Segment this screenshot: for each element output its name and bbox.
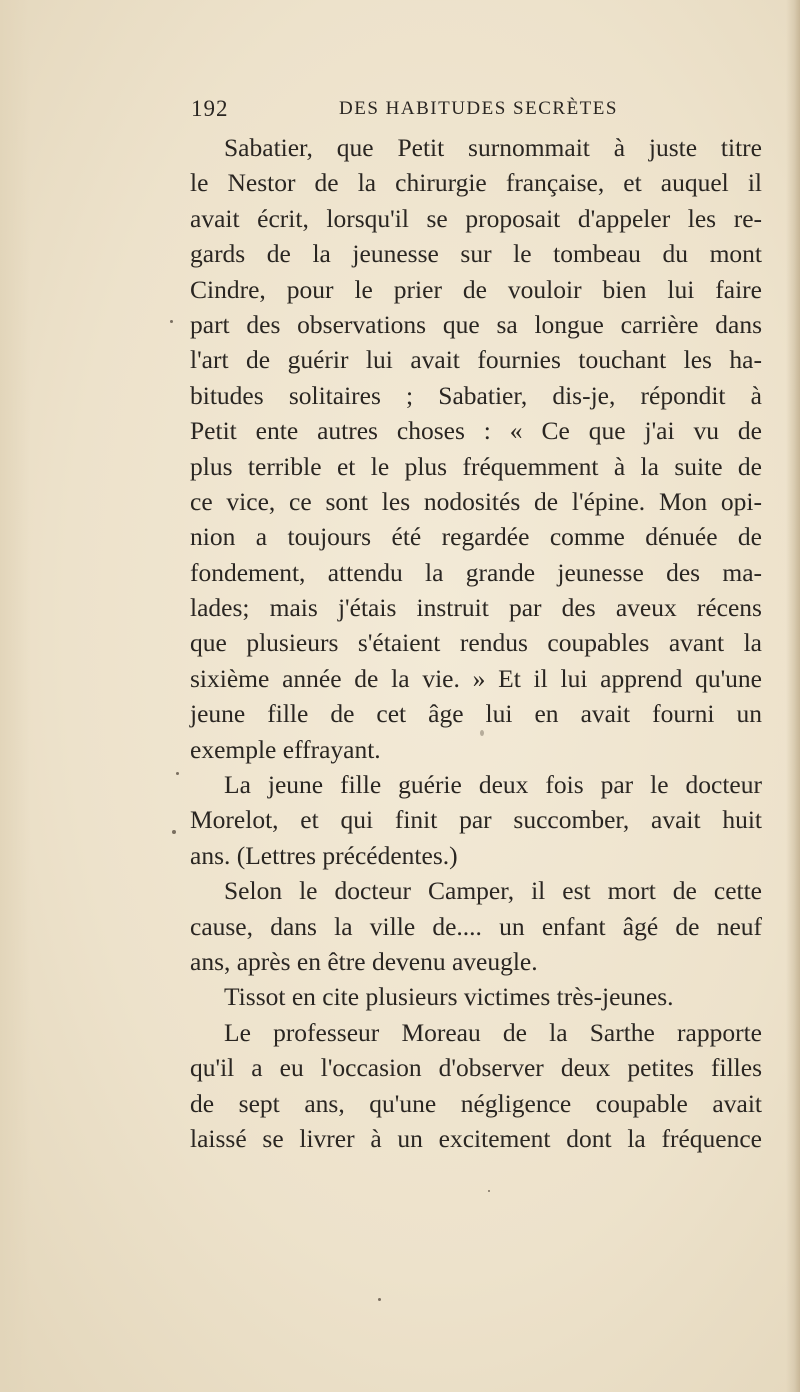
text-line: fondement, attendu la grande jeunesse des ma- bbox=[190, 557, 762, 587]
text-line: qu'il a eu l'occasion d'observer deux petites filles bbox=[190, 1053, 762, 1083]
text-line: avait écrit, lorsqu'il se proposait d'appeler les re- bbox=[190, 203, 762, 233]
text-line: Sabatier, que Petit surnommait à juste titre bbox=[224, 133, 762, 162]
paper-speck bbox=[488, 1190, 490, 1192]
text-line: Morelot, et qui finit par succomber, avait huit bbox=[190, 805, 762, 835]
text-line: que plusieurs s'étaient rendus coupables avant la bbox=[190, 628, 762, 658]
text-line: Cindre, pour le prier de vouloir bien lui faire bbox=[190, 274, 762, 304]
text-line: Petit ente autres choses : « Ce que j'ai vu de bbox=[190, 416, 762, 446]
page-number: 192 bbox=[191, 96, 229, 121]
page-header bbox=[191, 96, 759, 126]
text-line: lades; mais j'étais instruit par des aveux récens bbox=[190, 593, 762, 623]
running-head: DES HABITUDES SECRÈTES bbox=[339, 98, 618, 119]
body-text bbox=[190, 130, 762, 1156]
text-line: bitudes solitaires ; Sabatier, dis-je, répondit à bbox=[190, 380, 762, 410]
paper-speck bbox=[170, 320, 173, 323]
text-line: laissé se livrer à un excitement dont la fréquence bbox=[190, 1123, 762, 1153]
page-edge bbox=[786, 0, 800, 1392]
text-line: Selon le docteur Camper, il est mort de cette bbox=[224, 876, 762, 906]
text-line: de sept ans, qu'une négligence coupable avait bbox=[190, 1088, 762, 1118]
paper-speck bbox=[480, 730, 484, 736]
paper-speck bbox=[176, 772, 179, 775]
text-line: La jeune fille guérie deux fois par le docteur bbox=[224, 770, 762, 800]
text-line: gards de la jeunesse sur le tombeau du mont bbox=[190, 239, 762, 269]
text-line: cause, dans la ville de.... un enfant âgé de neuf bbox=[190, 911, 762, 941]
text-line: le Nestor de la chirurgie française, et auquel il bbox=[190, 168, 762, 198]
text-line: ce vice, ce sont les nodosités de l'épine. Mon opi- bbox=[190, 486, 762, 516]
text-line: Tissot en cite plusieurs victimes très-jeunes. bbox=[224, 982, 674, 1012]
text-line: exemple effrayant. bbox=[190, 734, 381, 764]
text-line: sixième année de la vie. » Et il lui apprend qu'une bbox=[190, 663, 762, 693]
paper-speck bbox=[378, 1298, 381, 1301]
gutter-shadow bbox=[0, 0, 30, 1392]
text-line: ans. (Lettres précédentes.) bbox=[190, 840, 458, 870]
text-line: ans, après en être devenu aveugle. bbox=[190, 946, 538, 976]
text-line: part des observations que sa longue carrière dans bbox=[190, 309, 762, 339]
paper-speck bbox=[172, 830, 176, 834]
text-line: nion a toujours été regardée comme dénuée de bbox=[190, 522, 762, 552]
text-line: Le professeur Moreau de la Sarthe rapporte bbox=[224, 1017, 762, 1047]
text-line: jeune fille de cet âge lui en avait fourni un bbox=[190, 699, 762, 729]
text-line: l'art de guérir lui avait fournies touchant les ha- bbox=[190, 345, 762, 375]
text-line: plus terrible et le plus fréquemment à la suite de bbox=[190, 451, 762, 481]
